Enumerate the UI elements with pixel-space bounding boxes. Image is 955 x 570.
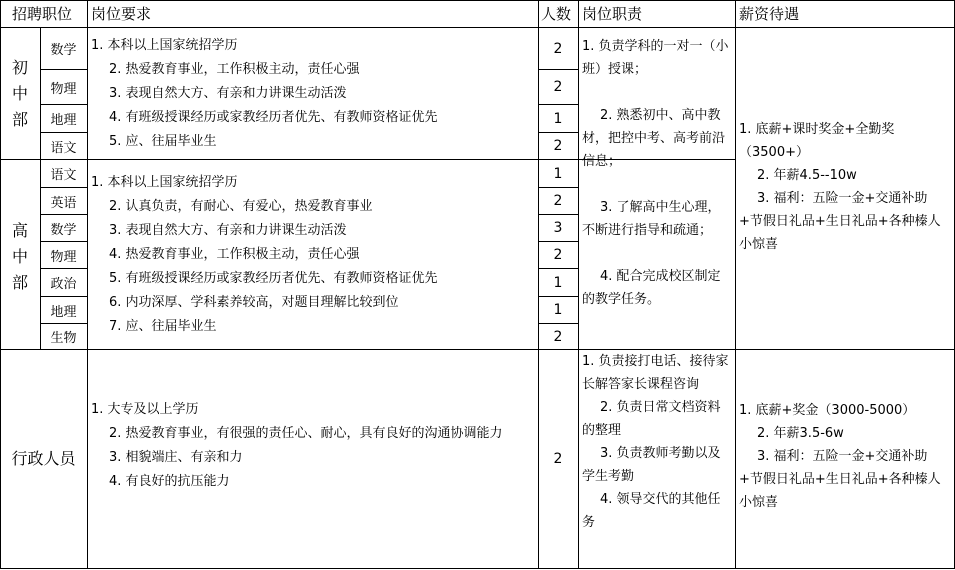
- count-cell: 2: [553, 247, 563, 263]
- subject-cell: 语文: [50, 168, 77, 183]
- admin-salary: 1. 底薪+奖金（3000-5000） 2. 年薪3.5-6w 3. 福利：五险一金+交通补助+节假日礼品+生日礼品+各种榛人小惊喜: [739, 403, 941, 510]
- subject-cell: 政治: [50, 277, 77, 292]
- count-cell: 2: [553, 79, 563, 95]
- count-cell: 2: [553, 193, 563, 209]
- border-bottom: [0, 568, 955, 569]
- subject-cell: 地理: [50, 113, 77, 128]
- header-job: 招聘职位: [12, 5, 73, 23]
- middle-school-requirements: 1. 本科以上国家统招学历 2. 热爱教育事业，工作积极主动，责任心强 3. 表现自然大方、有亲和力讲课生动活泼 4. 有班级授课经历或家教经历者优先、有教师资格证优先 5. 应、往届毕业生: [91, 38, 438, 149]
- teacher-salary: 1. 底薪+课时奖金+全勤奖（3500+） 2. 年薪4.5--10w 3. 福利：五险一金+交通补助+节假日礼品+生日礼品+各种榛人小惊喜: [739, 122, 941, 252]
- admin-duties: 1. 负责接打电话、接待家长解答家长课程咨询 2. 负责日常文档资料的整理 3. 负责教师考勤以及学生考勤 4. 领导交代的其他任务: [582, 354, 729, 530]
- count-cell: 2: [553, 40, 563, 57]
- admin-requirements: 1. 大专及以上学历 2. 热爱教育事业，有很强的责任心、耐心，具有良好的沟通协调能力 3. 相貌端庄、有亲和力 4. 有良好的抗压能力: [91, 402, 503, 489]
- header-count: 人数: [541, 5, 572, 23]
- subject-cell: 语文: [50, 140, 77, 156]
- count-cell: 3: [553, 220, 563, 236]
- count-cell: 2: [553, 138, 563, 154]
- teacher-duties: 1. 负责学科的一对一（小班）授课； 2. 熟悉初中、高中教材，把控中考、高考前沿信息； 3. 了解高中生心理，不断进行指导和疏通； 4. 配合完成校区制定的教学任务。: [582, 39, 729, 307]
- count-cell: 1: [553, 165, 563, 182]
- count-cell: 1: [553, 274, 563, 291]
- header-duties: 岗位职责: [582, 5, 643, 23]
- subject-cell: 英语: [50, 195, 77, 211]
- subject-cell: 物理: [50, 249, 77, 265]
- subject-cell: 数学: [50, 222, 77, 238]
- subject-cell: 生物: [50, 331, 77, 346]
- high-school-bottom: [0, 349, 955, 350]
- admin-count: 2: [553, 451, 563, 467]
- count-cell: 2: [553, 328, 563, 345]
- middle-school-label: 初 中 部: [11, 58, 28, 129]
- count-cell: 1: [553, 302, 563, 318]
- high-school-requirements: 1. 本科以上国家统招学历 2. 认真负责，有耐心、有爱心，热爱教育事业 3. 表现自然大方、有亲和力讲课生动活泼 4. 热爱教育事业，工作积极主动，责任心强 5. 有班级授课经历或家教经历者优先、有教师资格证优先 6. 内功深厚、学科素养较高，对题目理解比较到位 7. 应、往届毕业生: [91, 175, 438, 334]
- admin-title: 行政人员: [11, 449, 76, 468]
- header-bottom: [0, 27, 955, 28]
- subject-cell: 物理: [50, 81, 77, 97]
- header-requirements: 岗位要求: [91, 5, 152, 23]
- subject-cell: 数学: [50, 43, 77, 58]
- high-school-label: 高 中 部: [11, 221, 28, 292]
- border-top: [0, 0, 955, 1]
- subject-cell: 地理: [50, 304, 77, 320]
- count-cell: 1: [553, 110, 563, 127]
- header-salary: 薪资待遇: [739, 5, 800, 23]
